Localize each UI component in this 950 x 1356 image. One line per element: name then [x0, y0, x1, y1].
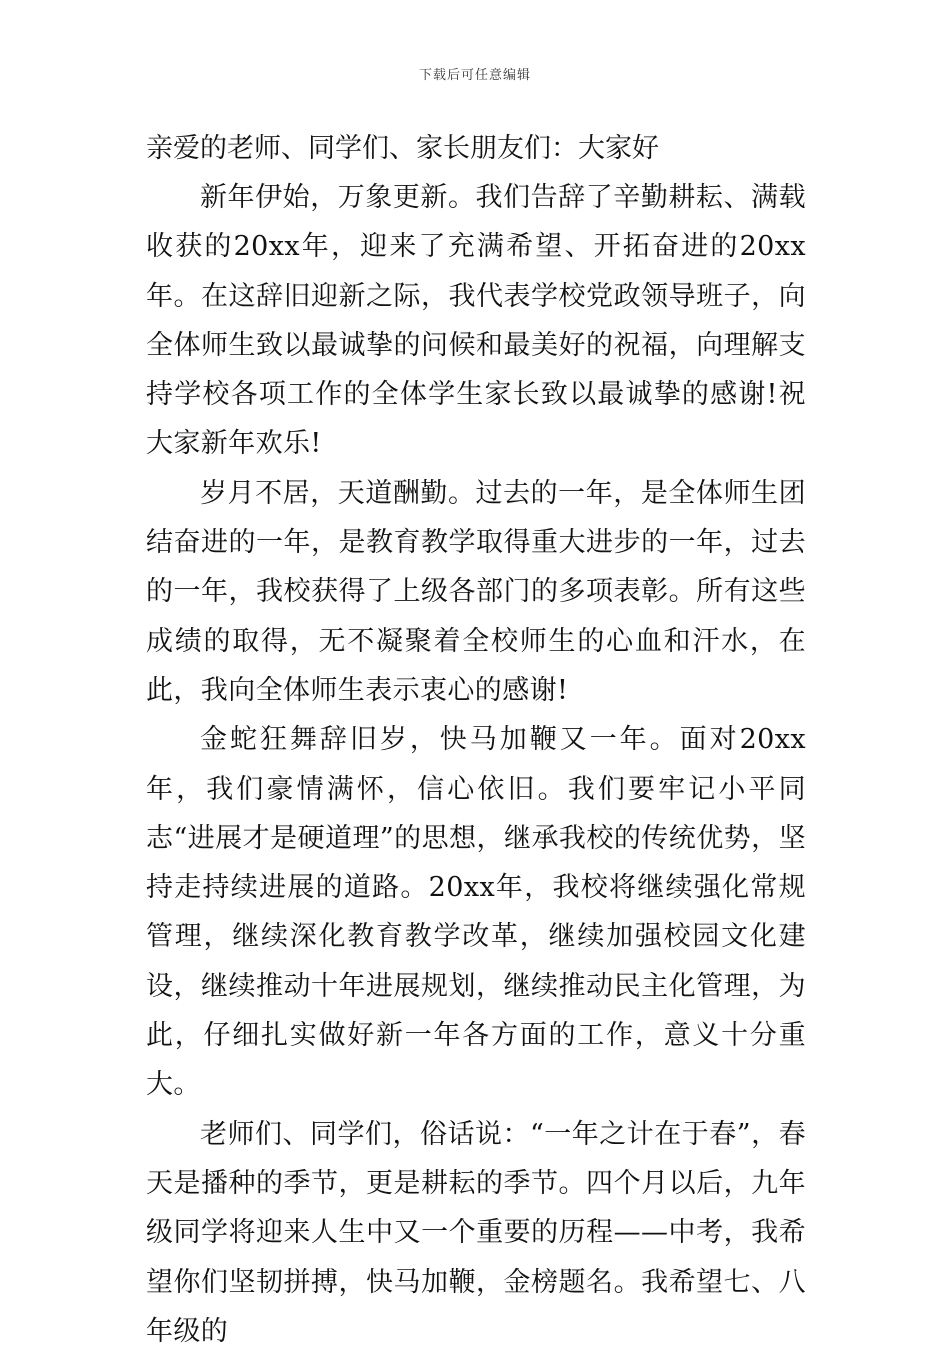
- page-header: 下载后可任意编辑: [418, 68, 531, 83]
- document-body: [146, 124, 806, 1356]
- paragraph-students: 老师们、同学们，俗话说：“一年之计在于春”，春天是播种的季节，更是耕耘的季节。四个月以后，九年级同学将迎来人生中又一个重要的历程——中考，我希望你们坚韧拼搏，快马加鞭，金榜题名。我希望七、八年级的: [146, 1118, 806, 1347]
- greeting-line: 亲爱的老师、同学们、家长朋友们：大家好: [146, 133, 659, 164]
- paragraph-plans: 金蛇狂舞辞旧岁，快马加鞭又一年。面对20xx年，我们豪情满怀，信心依旧。我们要牢记小平同志“进展才是硬道理”的思想，继承我校的传统优势，坚持走持续进展的道路。20xx年，我校将继续强化常规管理，继续深化教育教学改革，继续加强校园文化建设，继续推动十年进展规划，继续推动民主化管理，为此，仔细扎实做好新一年各方面的工作，意义十分重大。: [146, 724, 806, 1101]
- paragraph-new-year: 新年伊始，万象更新。我们告辞了辛勤耕耘、满载收获的20xx年，迎来了充满希望、开拓奋进的20xx年。在这辞旧迎新之际，我代表学校党政领导班子，向全体师生致以最诚挚的问候和最美好的祝福，向理解支持学校各项工作的全体学生家长致以最诚挚的感谢!祝大家新年欢乐!: [146, 182, 806, 460]
- paragraph-past-year: 岁月不居，天道酬勤。过去的一年，是全体师生团结奋进的一年，是教育教学取得重大进步的一年，过去的一年，我校获得了上级各部门的多项表彰。所有这些成绩的取得，无不凝聚着全校师生的心血和汗水，在此，我向全体师生表示衷心的感谢!: [146, 477, 806, 706]
